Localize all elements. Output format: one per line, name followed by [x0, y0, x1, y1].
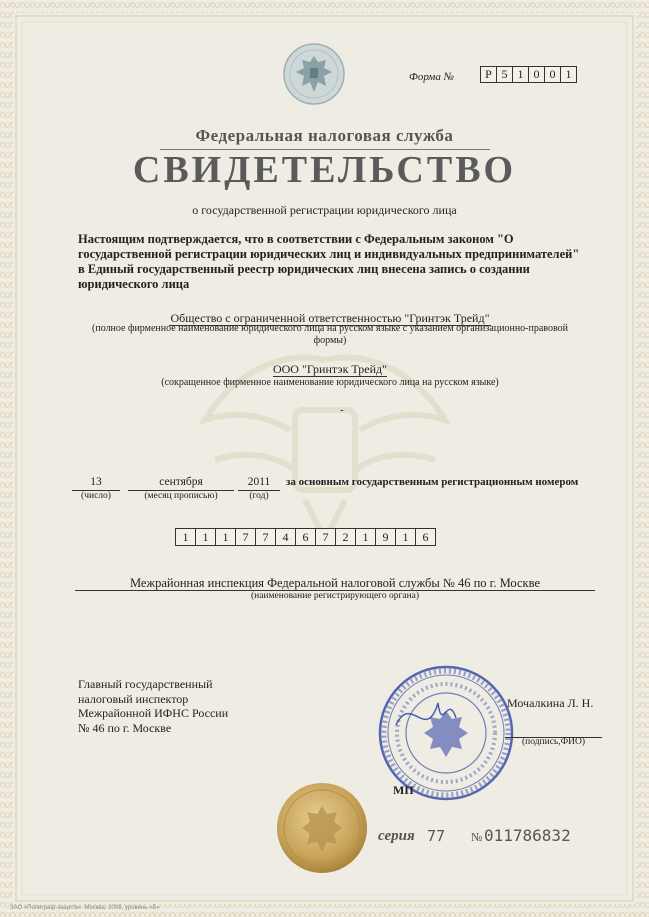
ogrn-digit: 1	[195, 528, 216, 546]
serial-number: 011786832	[484, 826, 571, 845]
hint-line: формы)	[313, 335, 347, 346]
hint-line: (полное фирменное наименование юридического лица на русском языке с указанием организационно-правовой	[92, 323, 568, 334]
gold-seal-icon	[276, 782, 368, 874]
inspector-line: налоговый инспектор	[78, 691, 189, 706]
full-name-hint	[60, 323, 600, 347]
ogrn-digit: 1	[215, 528, 236, 546]
ogrn-digit: 1	[175, 528, 196, 546]
inspector-line: Главный государственный	[78, 677, 213, 691]
certificate-subtitle: о государственной регистрации юридического лица	[192, 203, 457, 217]
confirmation-line: юридического лица	[78, 277, 190, 291]
inspector-title	[78, 677, 228, 735]
form-number-boxes	[481, 66, 577, 83]
date-day: 13	[90, 476, 102, 488]
confirmation-text	[78, 232, 598, 292]
date-year: 2011	[247, 476, 271, 488]
printer-footer: ЗАО «Полиграф-защита». Москва, 2008, уровень «Б»	[10, 905, 160, 911]
series-number: 77	[427, 827, 446, 845]
inspector-line: № 46 по г. Москве	[78, 720, 172, 735]
date-year-hint: (год)	[249, 491, 269, 501]
form-digit: 1	[512, 66, 529, 83]
full-name-value: Общество с ограниченной ответственностью "Гринтэк Трейд"	[170, 311, 490, 325]
confirmation-line: государственной регистрации юридических лиц и индивидуальных предпринимателей"	[78, 247, 580, 261]
ogrn-digit: 9	[375, 528, 396, 546]
date-day-hint: (число)	[81, 491, 111, 501]
form-digit: Р	[480, 66, 497, 83]
form-digit: 5	[496, 66, 513, 83]
form-digit: 1	[560, 66, 577, 83]
certificate-title: СВИДЕТЕЛЬСТВО	[132, 149, 517, 191]
ogrn-digit: 2	[335, 528, 356, 546]
registration-number-label: за основным государственным регистрационным номером	[286, 476, 579, 488]
form-digit: 0	[528, 66, 545, 83]
ogrn-digit: 1	[355, 528, 376, 546]
confirmation-line: в Единый государственный реестр юридических лиц внесена запись о создании	[78, 262, 530, 276]
ogrn-digit: 6	[295, 528, 316, 546]
signer-name: Мочалкина Л. Н.	[507, 696, 594, 710]
number-sign: №	[471, 830, 483, 844]
empty-field-dash: -	[340, 404, 344, 416]
date-month-hint: (месяц прописью)	[144, 491, 218, 501]
official-stamp-icon	[376, 663, 516, 803]
inspector-line: Межрайонной ИФНС России	[78, 706, 229, 720]
agency-name: Федеральная налоговая служба	[195, 126, 454, 145]
hologram-emblem-icon	[282, 42, 346, 106]
short-name-hint: (сокращенное фирменное наименование юридического лица на русском языке)	[161, 377, 499, 388]
ogrn-number-boxes	[176, 528, 436, 546]
ogrn-digit: 4	[275, 528, 296, 546]
form-label: Форма №	[409, 71, 454, 83]
date-month: сентября	[159, 476, 203, 488]
series-label: серия	[378, 828, 415, 844]
ogrn-digit: 7	[315, 528, 336, 546]
stamp-place-label: МП	[393, 783, 414, 797]
ogrn-digit: 6	[415, 528, 436, 546]
ogrn-digit: 7	[255, 528, 276, 546]
authority-hint: (наименование регистрирующего органа)	[250, 591, 420, 601]
short-name-value: ООО "Гринтэк Трейд"	[272, 362, 388, 376]
confirmation-line: Настоящим подтверждается, что в соответствии с Федеральным законом "О	[78, 232, 514, 246]
signature-hint: (подпись,ФИО)	[521, 737, 586, 747]
ogrn-digit: 1	[395, 528, 416, 546]
short-company-name	[60, 362, 600, 377]
registering-authority: Межрайонная инспекция Федеральной налоговой службы № 46 по г. Москве	[129, 576, 540, 590]
form-digit: 0	[544, 66, 561, 83]
ogrn-digit: 7	[235, 528, 256, 546]
